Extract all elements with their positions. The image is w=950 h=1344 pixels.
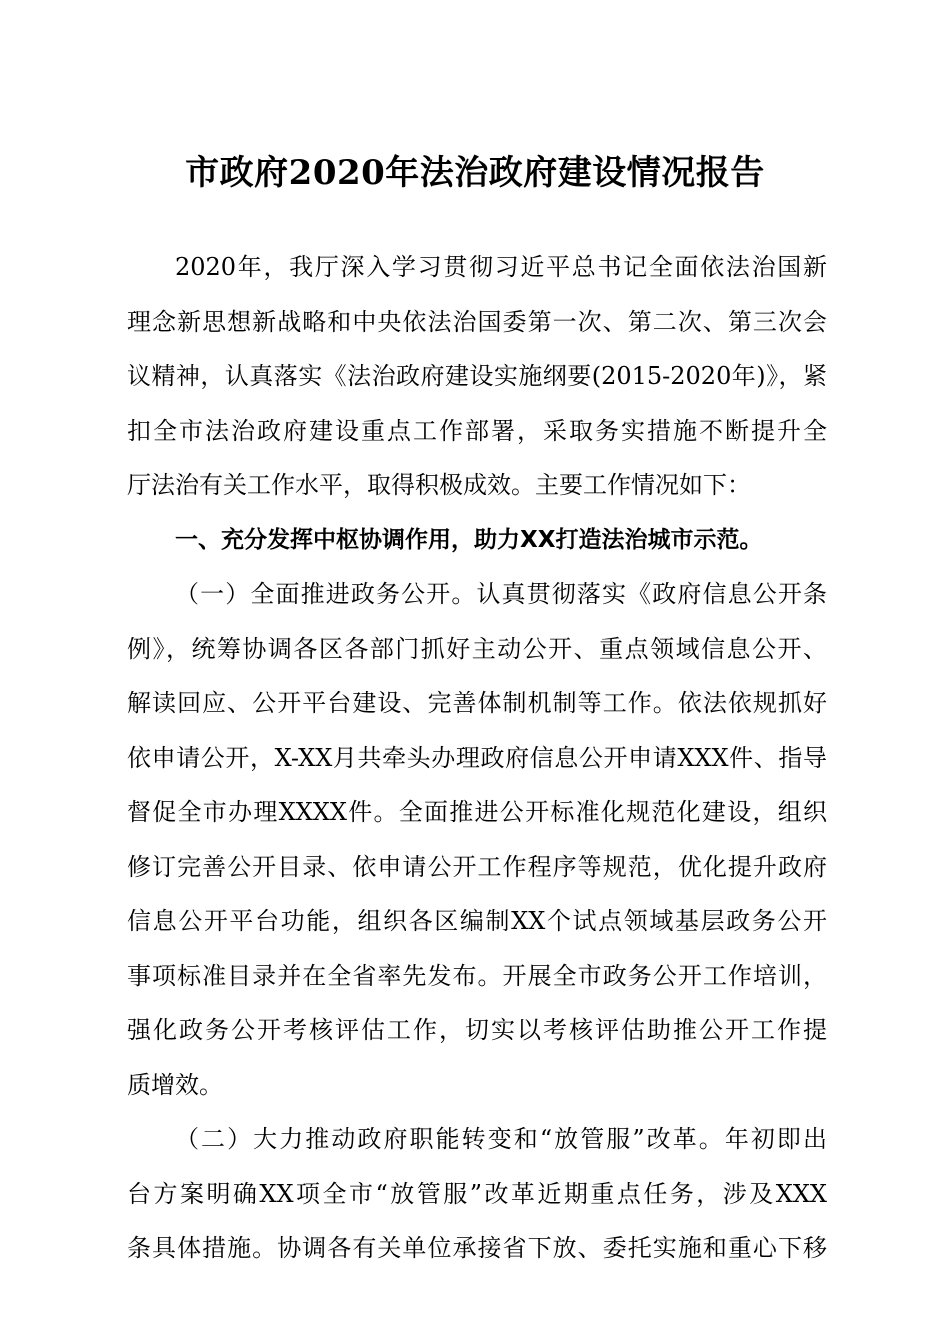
paragraph-2-line-5: 督促全市办理XXXX件。全面推进公开标准化规范化建设，组织: [127, 798, 827, 826]
document-title: 市政府2020年法治政府建设情况报告: [185, 153, 765, 193]
paragraph-1-line-3: 议精神，认真落实《法治政府建设实施纲要(2015-2020年)》，紧: [127, 362, 827, 390]
document-body: [127, 240, 827, 1276]
paragraph-2-line-3: 解读回应、公开平台建设、完善体制机制等工作。依法依规抓好: [127, 689, 827, 717]
paragraph-3-line-2: 台方案明确XX项全市“放管服”改革近期重点任务，涉及XXX: [127, 1179, 827, 1208]
paragraph-2-line-8: 事项标准目录并在全省率先发布。开展全市政务公开工作培训，: [127, 961, 827, 990]
paragraph-2-line-1: （一）全面推进政务公开。认真贯彻落实《政府信息公开条: [175, 580, 827, 608]
paragraph-2-line-2: 例》，统筹协调各区各部门抓好主动公开、重点领域信息公开、: [127, 634, 827, 663]
paragraph-1-line-1: 2020年，我厅深入学习贯彻习近平总书记全面依法治国新: [175, 253, 827, 281]
paragraph-2-line-7: 信息公开平台功能，组织各区编制XX个试点领域基层政务公开: [127, 907, 827, 935]
paragraph-1-line-4: 扣全市法治政府建设重点工作部署，采取务实措施不断提升全: [127, 416, 827, 445]
paragraph-2-line-9: 强化政务公开考核评估工作，切实以考核评估助推公开工作提: [127, 1016, 827, 1044]
paragraph-2-line-6: 修订完善公开目录、依申请公开工作程序等规范，优化提升政府: [127, 852, 827, 881]
paragraph-3-line-3: 条具体措施。协调各有关单位承接省下放、委托实施和重心下移: [127, 1234, 827, 1262]
section-heading-1: 一、充分发挥中枢协调作用，助力XX打造法治城市示范。: [175, 526, 763, 553]
paragraph-1-line-2: 理念新思想新战略和中央依法治国委第一次、第二次、第三次会: [127, 307, 827, 336]
paragraph-2-line-4: 依申请公开，X-XX月共牵头办理政府信息公开申请XXX件、指导: [127, 743, 827, 772]
paragraph-1-line-5: 厅法治有关工作水平，取得积极成效。主要工作情况如下：: [127, 471, 751, 499]
paragraph-2-line-10: 质增效。: [127, 1070, 223, 1099]
paragraph-3-line-1: （二）大力推动政府职能转变和“放管服”改革。年初即出: [175, 1125, 827, 1153]
